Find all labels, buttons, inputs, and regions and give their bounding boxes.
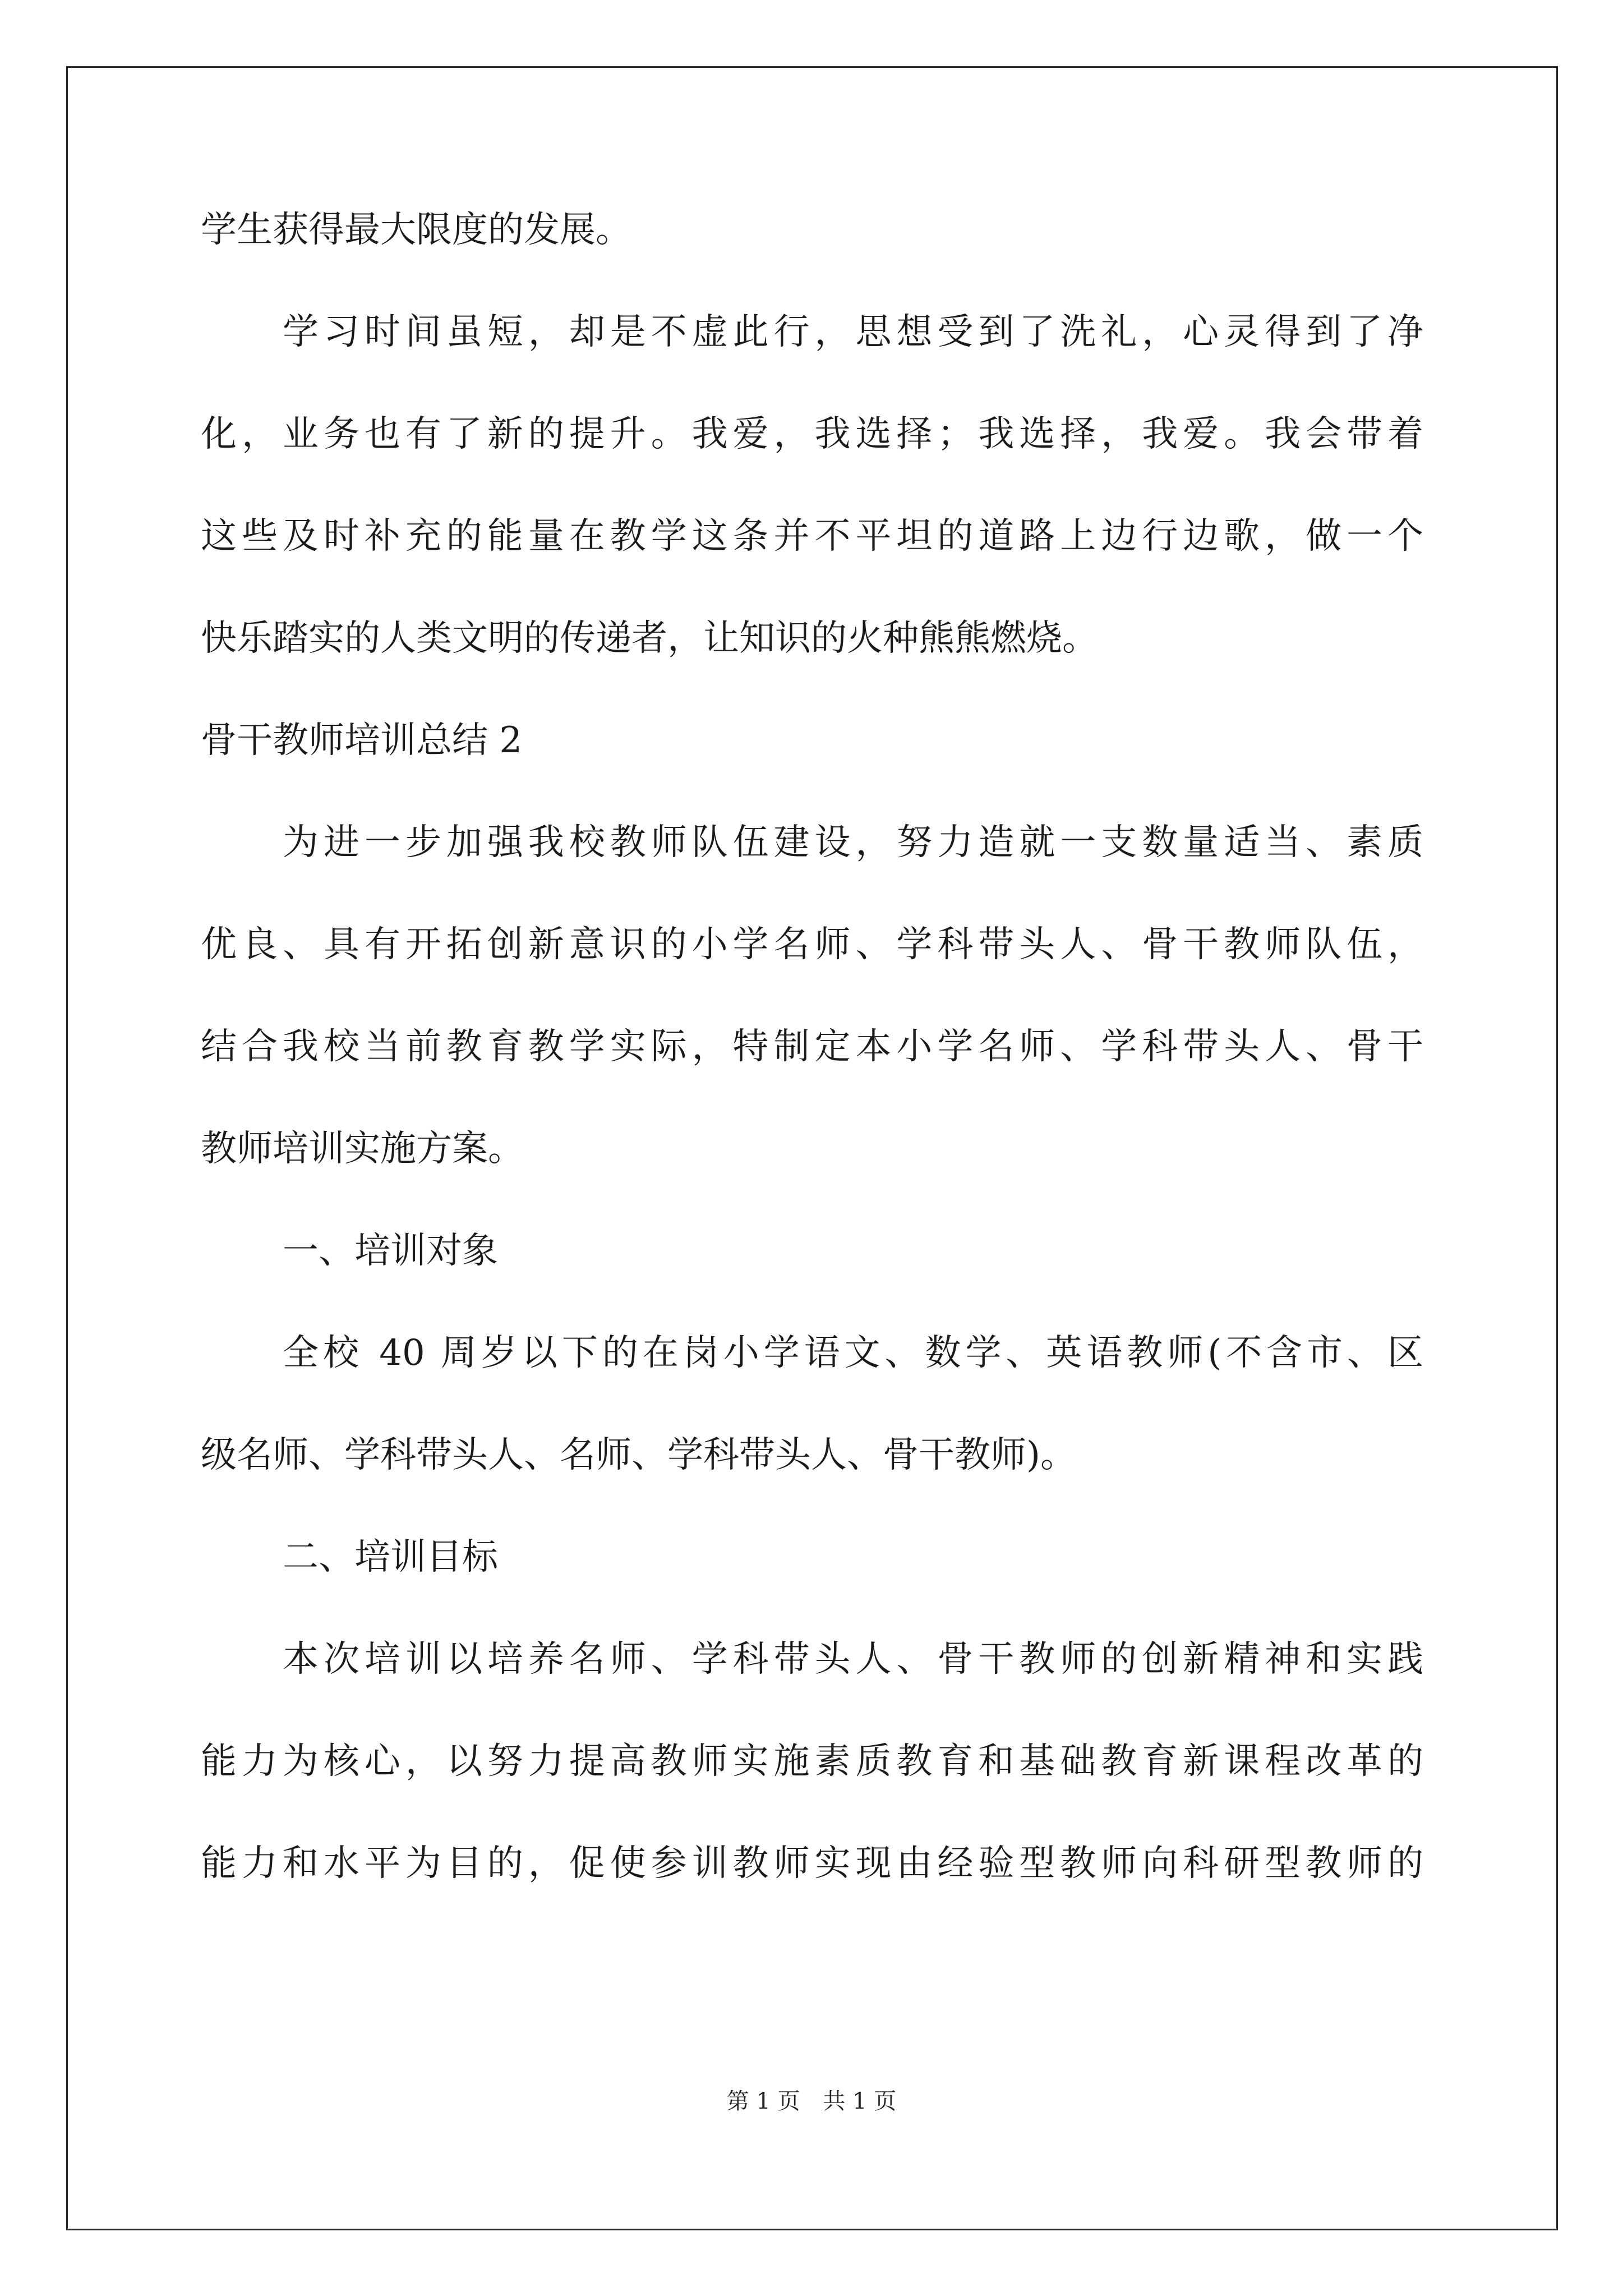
text-line-15: 本次培训以培养名师、学科带头人、骨干教师的创新精神和实践 bbox=[283, 1639, 1423, 1680]
text-line-13: 级名师、学科带头人、名师、学科带头人、骨干教师)。 bbox=[201, 1434, 1076, 1476]
text-line-8: 优良、具有开拓创新意识的小学名师、学科带头人、骨干教师队伍， bbox=[201, 924, 1423, 965]
text-line-3: 化，业务也有了新的提升。我爱，我选择；我选择，我爱。我会带着 bbox=[201, 413, 1423, 455]
text-line-17: 能力和水平为目的，促使参训教师实现由经验型教师向科研型教师的 bbox=[201, 1843, 1423, 1884]
section-heading: 骨干教师培训总结 2 bbox=[201, 720, 523, 761]
subheading-training-goals: 二、培训目标 bbox=[283, 1536, 498, 1578]
text-line-1: 学生获得最大限度的发展。 bbox=[201, 209, 631, 251]
page-footer bbox=[0, 2086, 1623, 2117]
page-number: 第 1 页 bbox=[726, 2088, 800, 2114]
text-line-9: 结合我校当前教育教学实际，特制定本小学名师、学科带头人、骨干 bbox=[201, 1026, 1423, 1068]
text-line-7: 为进一步加强我校教师队伍建设，努力造就一支数量适当、素质 bbox=[283, 822, 1423, 863]
text-line-12: 全校 40 周岁以下的在岗小学语文、数学、英语教师(不含市、区 bbox=[283, 1332, 1423, 1374]
document-body bbox=[201, 202, 1423, 1938]
text-line-16: 能力为核心，以努力提高教师实施素质教育和基础教育新课程改革的 bbox=[201, 1741, 1423, 1782]
text-line-5: 快乐踏实的人类文明的传递者，让知识的火种熊熊燃烧。 bbox=[201, 618, 1098, 659]
text-line-2: 学习时间虽短，却是不虚此行，思想受到了洗礼，心灵得到了净 bbox=[283, 311, 1423, 353]
text-line-10: 教师培训实施方案。 bbox=[201, 1128, 524, 1170]
text-line-4: 这些及时补充的能量在教学这条并不平坦的道路上边行边歌，做一个 bbox=[201, 516, 1423, 557]
page-total: 共 1 页 bbox=[823, 2088, 897, 2114]
subheading-training-target-group: 一、培训对象 bbox=[283, 1230, 498, 1272]
